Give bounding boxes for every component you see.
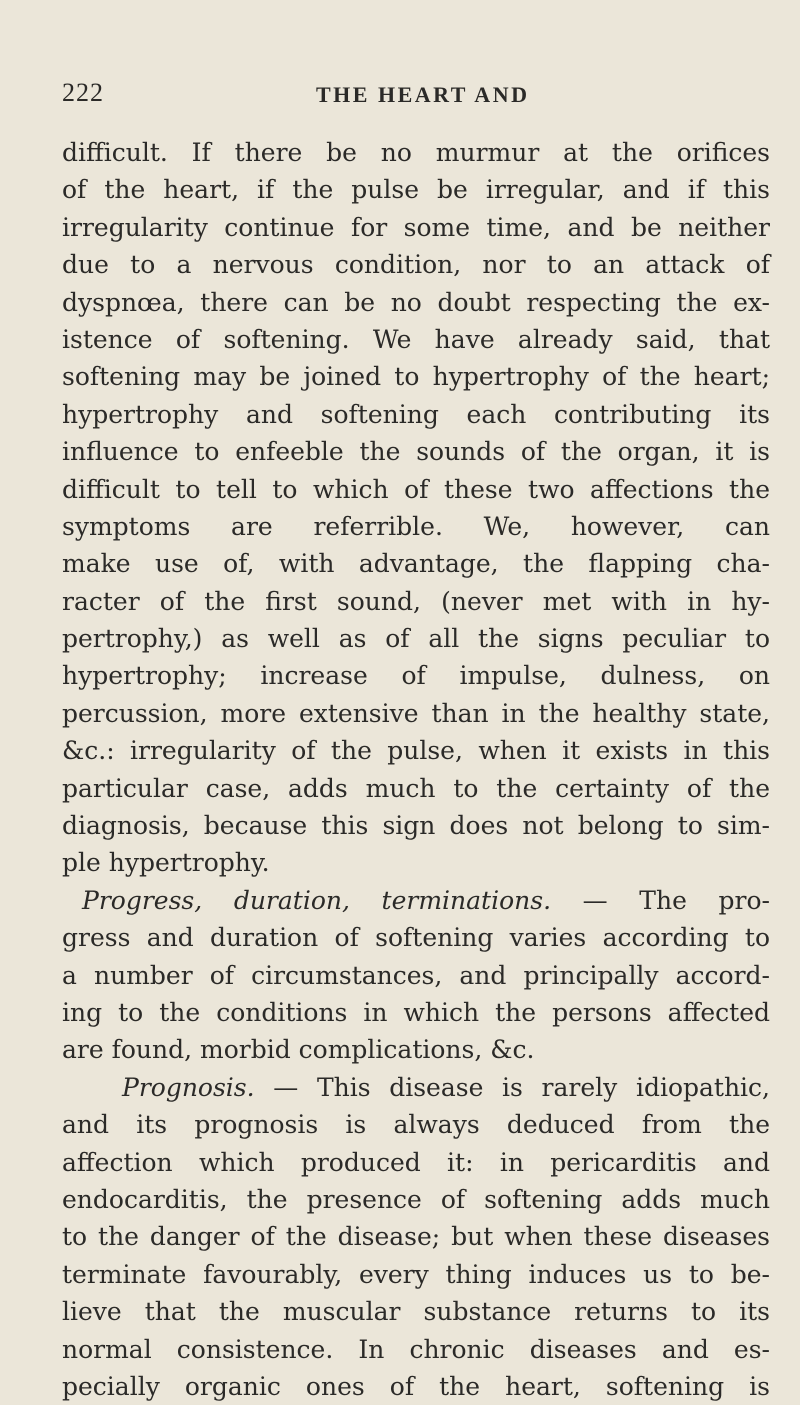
text-line: hypertrophy and softening each contributing its — [62, 399, 770, 429]
text-line: pecially organic ones of the heart, softening is — [62, 1371, 770, 1401]
text-line: dyspnœa, there can be no doubt respecting the ex- — [62, 287, 770, 317]
running-title: THE HEART AND — [316, 82, 530, 107]
text-line: a number of circumstances, and principally accord- — [62, 960, 770, 990]
section-heading-prognosis: Prognosis. — [122, 1072, 255, 1102]
text-line: istence of softening. We have already said, that — [62, 324, 770, 354]
text-line: difficult to tell to which of these two affections the — [62, 474, 770, 504]
text-line: terminate favourably, every thing induces us to be- — [62, 1259, 770, 1289]
text-line: and its prognosis is always deduced from the — [62, 1110, 770, 1140]
text-run: — This disease is rarely idiopathic, — [254, 1072, 770, 1102]
text-line: of the heart, if the pulse be irregular, and if this — [62, 175, 770, 205]
text-line: &c.: irregularity of the pulse, when it exists in this — [62, 736, 770, 766]
text-line: irregularity continue for some time, and be neither — [62, 212, 770, 242]
text-line: pertrophy,) as well as of all the signs peculiar to — [62, 624, 770, 654]
text-line: normal consistence. In chronic diseases and es- — [62, 1334, 770, 1364]
text-line: lieve that the muscular substance returns to its — [62, 1297, 770, 1327]
text-line: endocarditis, the presence of softening adds much — [62, 1184, 770, 1214]
section-heading-line — [62, 1069, 770, 1106]
text-line: affection which produced it: in pericarditis and — [62, 1147, 770, 1177]
text-line: racter of the first sound, (never met with in hy- — [62, 586, 770, 616]
text-run: — The pro- — [551, 885, 770, 915]
section-heading-line — [62, 882, 770, 919]
text-line: difficult. If there be no murmur at the orifices — [62, 138, 770, 167]
text-line: to the danger of the disease; but when these diseases — [62, 1222, 770, 1252]
text-line: ple hypertrophy. — [62, 848, 270, 878]
text-line: due to a nervous condition, nor to an attack of — [62, 250, 770, 280]
text-line: symptoms are referrible. We, however, can — [62, 511, 770, 541]
text-line: gress and duration of softening varies according to — [62, 923, 770, 953]
section-heading-progress: Progress, duration, terminations. — [82, 885, 552, 915]
text-line: are found, morbid complications, &c. — [62, 1035, 535, 1065]
text-line: softening may be joined to hypertrophy of the heart; — [62, 362, 770, 392]
text-line: influence to enfeeble the sounds of the organ, it is — [62, 437, 770, 467]
text-line: hypertrophy; increase of impulse, dulness, on — [62, 661, 770, 691]
text-line: make use of, with advantage, the flapping cha- — [62, 549, 770, 579]
text-line: percussion, more extensive than in the healthy state, — [62, 698, 770, 728]
text-line: particular case, adds much to the certainty of the — [62, 773, 770, 803]
page-number: 222 — [62, 78, 104, 107]
body-text — [62, 134, 770, 1405]
text-line: diagnosis, because this sign does not belong to sim- — [62, 811, 770, 841]
page-header — [62, 78, 770, 122]
text-line: ing to the conditions in which the persons affected — [62, 997, 770, 1027]
